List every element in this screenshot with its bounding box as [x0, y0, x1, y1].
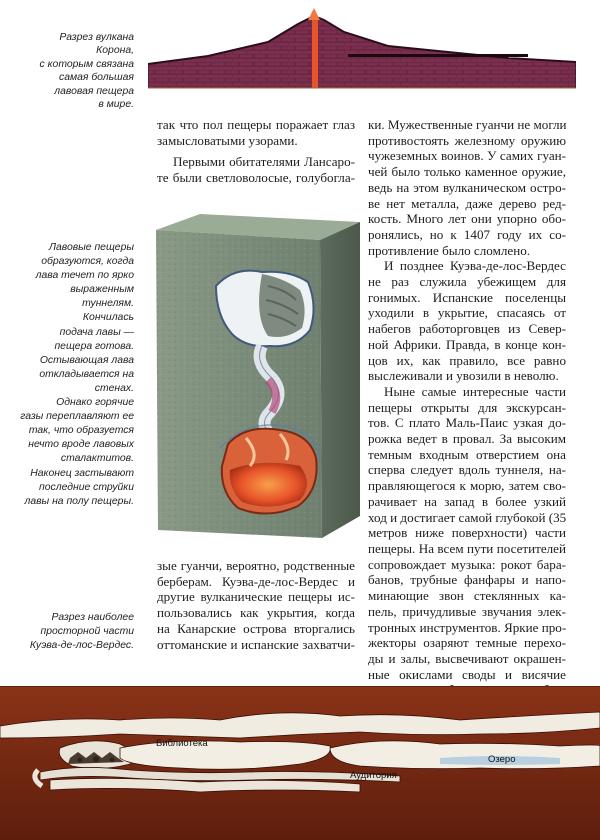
text-line: уходили в укрытие, спасаясь от: [368, 305, 566, 321]
lava-conduit: [312, 16, 318, 88]
text-line: метров ниже поверхности) части: [368, 525, 566, 541]
text-line: рачивает на запад в более узкий: [368, 493, 566, 509]
text-line: тов. С плато Маль-Паис узкая до-: [368, 415, 566, 431]
text-line: гонимых. Испанские поселенцы: [368, 289, 566, 305]
text-line: чей было только каменное оружие,: [368, 164, 566, 180]
text-line: противостоять железному оружию: [368, 132, 566, 148]
label-library: Библиотека: [156, 738, 208, 749]
right-column: [368, 117, 566, 698]
text-line: ды и залы, высвечивают окрашен-: [368, 650, 566, 666]
text-line: И позднее Куэва-де-лос-Вердес: [384, 258, 566, 274]
text-line: кость. Много лет они упорно обо-: [368, 211, 566, 227]
text-line: пещеры открыты для экскурсан-: [368, 399, 566, 415]
text-line: Ныне самые интересные части: [384, 383, 566, 399]
text-line: темным входным отверстием она: [368, 446, 566, 462]
text-line: ронялись, но к 1407 году их со-: [368, 226, 566, 242]
text-line: зые гуанчи, вероятно, родственные: [157, 558, 355, 573]
middle-column-bottom: [157, 558, 355, 652]
label-auditorium: Аудитория: [350, 770, 397, 781]
text-line: пещеры. На всем пути посетителей: [368, 540, 566, 556]
text-line: на Канарские острова вторгались: [157, 620, 355, 636]
text-line: выслеживали и увозили в неволю.: [368, 368, 559, 384]
text-line: сперва следует вдоль туннеля, на-: [368, 462, 566, 478]
text-line: ные окислами своды и висячие: [368, 666, 566, 682]
text-line: ве нет металла, даже дерево ред-: [368, 195, 566, 211]
text-line: цов их, как правило, все равно: [368, 352, 566, 368]
text-line: те были светловолосые, голубогла-: [157, 170, 355, 186]
text-line: противление было сломлено.: [368, 242, 531, 258]
text-line: ки. Мужественные гуанчи не могли: [368, 117, 567, 132]
volcano-cross-section: [148, 6, 576, 104]
lava-caves-caption: Лавовые пещеры образуются, когда лава течет по ярко выраженным туннелям. Кончилась подача лавы — пещера готова. Остывающая лава откладывается на стенах. Однако горячие газы переплавляют ее так, что образуется нечто вроде лавовых сталактитов. Наконец застывают последние струйки лавы на полу пещеры.: [20, 242, 134, 507]
text-line: так что пол пещеры поражает глаз: [157, 117, 355, 132]
text-line: Первыми обитателями Лансаро-: [173, 154, 355, 170]
text-line: банов, трубные фанфары и напо-: [368, 572, 566, 588]
text-line: ной Африки. Правда, в конце кон-: [368, 336, 566, 352]
text-line: оттоманские и испанские захватчи-: [157, 636, 355, 652]
cave-section-diagram: [0, 686, 600, 840]
text-line: сопровождает музыка: рокот бара-: [368, 556, 566, 572]
text-line: замысловатыми узорами.: [157, 132, 298, 148]
text-line: тронных инструментов. Яркие про-: [368, 619, 567, 635]
text-line: жекторы озаряют темные перехо-: [368, 635, 566, 651]
lava-tube: [348, 54, 528, 57]
text-line: ведь на этом вулканическом остро-: [368, 179, 566, 195]
text-line: правляющегося к морю, затем сво-: [368, 478, 566, 494]
text-line: другие вулканические пещеры ис-: [157, 589, 355, 605]
text-line: чужеземных воинов. У самих гуан-: [368, 148, 566, 164]
text-line: рожка ведет в провал. За высоким: [368, 431, 566, 447]
text-line: минающие звон стеклянных ка-: [368, 588, 566, 604]
text-line: берберам. Куэва-де-лос-Вердес и: [157, 573, 355, 589]
lava-cave-block-illustration: [150, 208, 364, 553]
cave-section-caption: Разрез наиболее просторной части Куэва-де-лос-Вердес.: [29, 612, 134, 651]
text-line: ход и достигает самой глубокой (35: [368, 509, 567, 525]
middle-column-top: [157, 117, 355, 186]
label-lake: Озеро: [488, 754, 516, 765]
text-line: не раз служила убежищем для: [368, 274, 566, 290]
text-line: набегов работорговцев из Север-: [368, 321, 566, 337]
text-line: пель, причудливые звучания элек-: [368, 603, 566, 619]
volcano-caption: Разрез вулкана Корона, с которым связана самая большая лавовая пещера в мире.: [39, 32, 134, 111]
lava-floor: [230, 463, 307, 507]
block-side-face: [320, 222, 360, 538]
text-line: пользовались как укрытия, когда: [157, 605, 355, 621]
